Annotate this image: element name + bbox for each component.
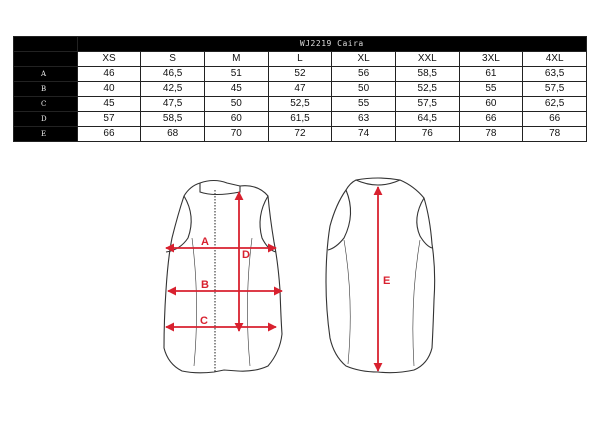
measure-label-a: A — [201, 236, 209, 248]
table-cell: 52,5 — [268, 97, 332, 112]
back-outline — [326, 178, 435, 373]
back-seam-right — [413, 240, 420, 366]
size-header: S — [141, 52, 205, 67]
table-cell: 50 — [204, 97, 268, 112]
table-cell: 57,5 — [395, 97, 459, 112]
table-cell: 64,5 — [395, 112, 459, 127]
size-header: 3XL — [459, 52, 523, 67]
table-cell: 70 — [204, 127, 268, 142]
table-cell: 51 — [204, 67, 268, 82]
row-label: D — [14, 112, 78, 127]
table-cell: 55 — [332, 97, 396, 112]
row-label: E — [14, 127, 78, 142]
table-cell: 66 — [77, 127, 141, 142]
table-cell: 52,5 — [395, 82, 459, 97]
front-armhole-right — [260, 196, 276, 252]
table-cell: 58,5 — [395, 67, 459, 82]
vest-back-view — [326, 178, 435, 373]
measure-label-b: B — [201, 279, 209, 291]
table-cell: 50 — [332, 82, 396, 97]
table-cell: 55 — [459, 82, 523, 97]
table-cell: 66 — [459, 112, 523, 127]
table-cell: 57,5 — [523, 82, 587, 97]
table-cell: 45 — [204, 82, 268, 97]
table-cell: 45 — [77, 97, 141, 112]
size-header: XXL — [395, 52, 459, 67]
size-header: 4XL — [523, 52, 587, 67]
chart-title: WJ2219 Caira — [77, 37, 586, 52]
measure-label-e: E — [383, 275, 391, 287]
table-cell: 52 — [268, 67, 332, 82]
table-cell: 47 — [268, 82, 332, 97]
size-header: M — [204, 52, 268, 67]
vest-front-view — [164, 181, 282, 373]
front-seam-left — [192, 238, 197, 366]
table-cell: 74 — [332, 127, 396, 142]
table-cell: 61 — [459, 67, 523, 82]
row-label: A — [14, 67, 78, 82]
table-cell: 46,5 — [141, 67, 205, 82]
table-cell: 60 — [204, 112, 268, 127]
table-cell: 56 — [332, 67, 396, 82]
table-cell: 42,5 — [141, 82, 205, 97]
front-outline — [164, 181, 282, 373]
row-label: C — [14, 97, 78, 112]
size-header: L — [268, 52, 332, 67]
front-armhole-left — [166, 196, 191, 252]
measure-label-c: C — [200, 315, 208, 327]
size-header: XS — [77, 52, 141, 67]
table-cell: 66 — [523, 112, 587, 127]
row-label: B — [14, 82, 78, 97]
table-cell: 78 — [459, 127, 523, 142]
table-cell: 46 — [77, 67, 141, 82]
back-collar — [356, 180, 400, 185]
front-measurements — [166, 192, 282, 331]
table-cell: 76 — [395, 127, 459, 142]
table-cell: 57 — [77, 112, 141, 127]
table-cell: 63 — [332, 112, 396, 127]
table-cell: 68 — [141, 127, 205, 142]
back-seam-left — [344, 240, 350, 364]
table-cell: 62,5 — [523, 97, 587, 112]
size-header: XL — [332, 52, 396, 67]
table-cell: 63,5 — [523, 67, 587, 82]
table-cell: 47,5 — [141, 97, 205, 112]
table-cell: 78 — [523, 127, 587, 142]
table-cell: 58,5 — [141, 112, 205, 127]
table-cell: 72 — [268, 127, 332, 142]
table-cell: 61,5 — [268, 112, 332, 127]
table-cell: 60 — [459, 97, 523, 112]
table-cell: 40 — [77, 82, 141, 97]
measure-label-d: D — [242, 249, 250, 261]
